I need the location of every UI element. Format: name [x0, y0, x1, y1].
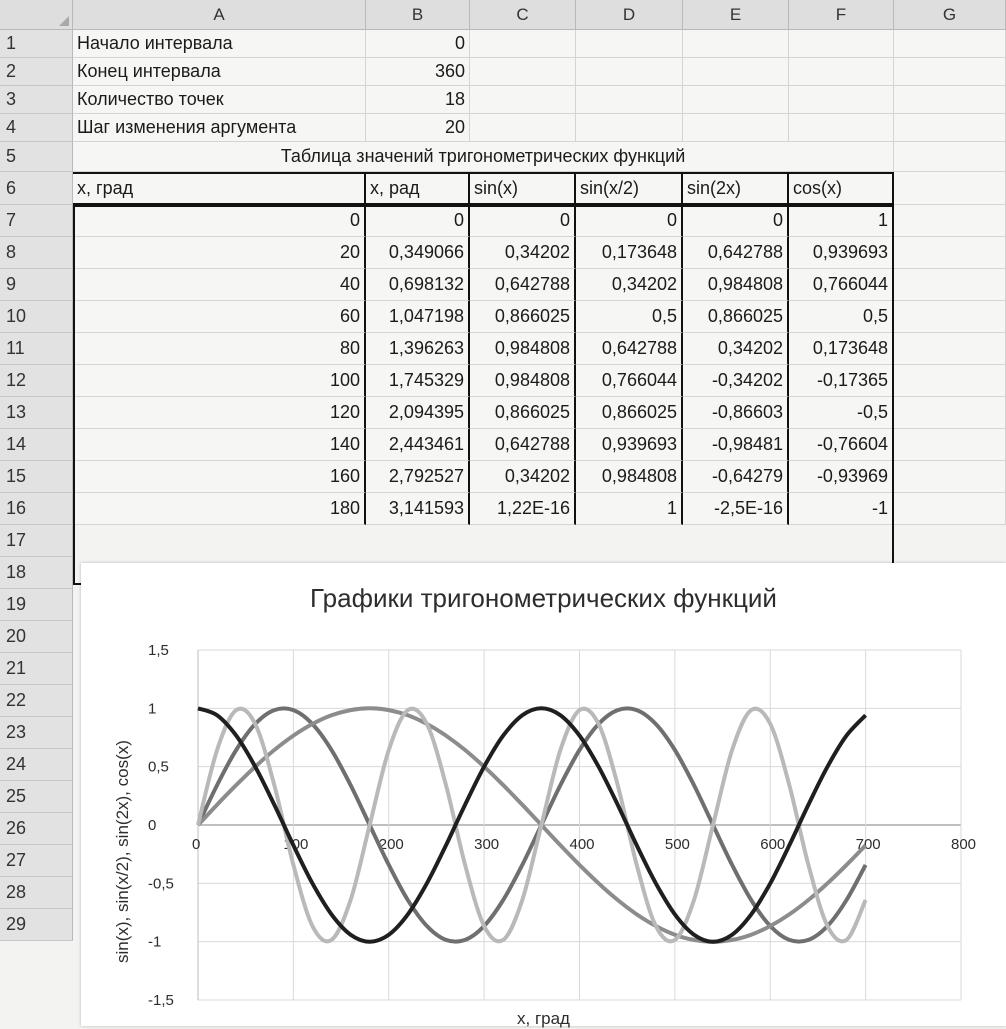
table-cell[interactable]: -0,76604 [789, 429, 894, 461]
table-cell[interactable]: 0,34202 [470, 237, 576, 269]
table-cell[interactable]: 0,642788 [470, 429, 576, 461]
y-tick-label: 1 [148, 700, 157, 718]
empty-cell[interactable] [789, 114, 894, 142]
empty-cell[interactable] [683, 58, 789, 86]
table-cell[interactable]: 1,22E-16 [470, 493, 576, 525]
empty-cell[interactable] [683, 30, 789, 58]
empty-cell[interactable] [894, 493, 1006, 525]
table-title[interactable]: Таблица значений тригонометрических функций [73, 142, 894, 172]
empty-cell[interactable] [470, 58, 576, 86]
row-header[interactable]: 5 [0, 142, 73, 172]
row-header[interactable]: 4 [0, 114, 73, 142]
table-cell[interactable]: 1,745329 [366, 365, 470, 397]
table-cell[interactable]: 0,5 [576, 301, 683, 333]
table-cell[interactable]: 0 [683, 205, 789, 237]
table-cell[interactable]: 0,866025 [576, 397, 683, 429]
table-cell[interactable]: 2,094395 [366, 397, 470, 429]
table-cell[interactable]: 120 [73, 397, 366, 429]
column-header-c[interactable]: C [470, 0, 576, 30]
param-value[interactable]: 20 [366, 114, 470, 142]
empty-cell[interactable] [683, 86, 789, 114]
table-cell[interactable]: 1,396263 [366, 333, 470, 365]
row-header[interactable]: 25 [0, 781, 73, 813]
empty-cell[interactable] [894, 205, 1006, 237]
column-header-d[interactable]: D [576, 0, 683, 30]
row-header[interactable]: 24 [0, 749, 73, 781]
row-header[interactable]: 20 [0, 621, 73, 653]
table-cell[interactable]: 1,047198 [366, 301, 470, 333]
table-cell[interactable]: 0 [73, 205, 366, 237]
empty-cell[interactable] [576, 86, 683, 114]
table-cell[interactable]: -0,34202 [683, 365, 789, 397]
empty-cell[interactable] [894, 30, 1006, 58]
row-header[interactable]: 27 [0, 845, 73, 877]
y-tick-label: 0,5 [148, 758, 169, 776]
table-cell[interactable]: -0,93969 [789, 461, 894, 493]
table-header-cell[interactable]: sin(2x) [683, 172, 789, 205]
table-cell[interactable]: 0,984808 [470, 365, 576, 397]
table-cell[interactable]: 80 [73, 333, 366, 365]
row-header[interactable]: 29 [0, 909, 73, 941]
row-header[interactable]: 16 [0, 493, 73, 525]
table-cell[interactable]: -0,5 [789, 397, 894, 429]
x-tick-label: 200 [378, 836, 404, 853]
empty-cell[interactable] [470, 114, 576, 142]
x-tick-label: 300 [474, 836, 500, 853]
chart-plot [81, 563, 1006, 1026]
table-cell[interactable]: 0,866025 [683, 301, 789, 333]
column-header-e[interactable]: E [683, 0, 789, 30]
empty-cell[interactable] [894, 397, 1006, 429]
empty-cell[interactable] [894, 58, 1006, 86]
row-header[interactable]: 21 [0, 653, 73, 685]
table-header-cell[interactable]: sin(x/2) [576, 172, 683, 205]
table-cell[interactable]: 40 [73, 269, 366, 301]
x-tick-label: 800 [951, 836, 977, 853]
row-header[interactable]: 9 [0, 269, 73, 301]
row-header[interactable]: 3 [0, 86, 73, 114]
row-header[interactable]: 7 [0, 205, 73, 237]
empty-cell[interactable] [470, 30, 576, 58]
table-cell[interactable]: 0,34202 [683, 333, 789, 365]
empty-cell[interactable] [894, 333, 1006, 365]
table-cell[interactable]: -0,86603 [683, 397, 789, 429]
empty-cell[interactable] [576, 58, 683, 86]
empty-cell[interactable] [894, 86, 1006, 114]
table-cell[interactable]: 160 [73, 461, 366, 493]
param-value[interactable]: 0 [366, 30, 470, 58]
table-cell[interactable]: 0,766044 [576, 365, 683, 397]
table-cell[interactable]: 0 [470, 205, 576, 237]
empty-cell[interactable] [683, 114, 789, 142]
table-cell[interactable]: 2,443461 [366, 429, 470, 461]
table-cell[interactable]: 1 [576, 493, 683, 525]
x-tick-label: 100 [283, 836, 309, 853]
table-cell[interactable]: 0,866025 [470, 301, 576, 333]
table-cell[interactable]: 0,642788 [470, 269, 576, 301]
empty-cell[interactable] [470, 86, 576, 114]
param-value[interactable]: 360 [366, 58, 470, 86]
empty-cell[interactable] [576, 114, 683, 142]
table-cell[interactable]: 0,349066 [366, 237, 470, 269]
row-header[interactable]: 8 [0, 237, 73, 269]
empty-cell[interactable] [894, 142, 1006, 172]
row-header[interactable]: 15 [0, 461, 73, 493]
table-cell[interactable]: 0,939693 [789, 237, 894, 269]
table-cell[interactable]: 0,34202 [470, 461, 576, 493]
column-header-f[interactable]: F [789, 0, 894, 30]
column-header-a[interactable]: A [73, 0, 366, 30]
table-cell[interactable]: -1 [789, 493, 894, 525]
param-label[interactable]: Шаг изменения аргумента [73, 114, 366, 142]
table-cell[interactable]: 180 [73, 493, 366, 525]
row-header[interactable]: 14 [0, 429, 73, 461]
table-cell[interactable]: -0,98481 [683, 429, 789, 461]
table-cell[interactable]: 0,984808 [470, 333, 576, 365]
x-tick-label: 0 [192, 836, 201, 853]
x-axis-label: x, град [517, 1009, 570, 1028]
table-cell[interactable]: 0,984808 [576, 461, 683, 493]
row-header[interactable]: 11 [0, 333, 73, 365]
empty-cell[interactable] [894, 429, 1006, 461]
table-header-cell[interactable]: x, град [73, 172, 366, 205]
table-cell[interactable]: 2,792527 [366, 461, 470, 493]
row-header[interactable]: 26 [0, 813, 73, 845]
column-header-b[interactable]: B [366, 0, 470, 30]
table-cell[interactable]: 0,939693 [576, 429, 683, 461]
table-cell[interactable]: 0,34202 [576, 269, 683, 301]
row-header[interactable]: 22 [0, 685, 73, 717]
table-cell[interactable]: -2,5E-16 [683, 493, 789, 525]
row-header[interactable]: 19 [0, 589, 73, 621]
row-header[interactable]: 18 [0, 557, 73, 589]
row-header[interactable]: 10 [0, 301, 73, 333]
table-header-cell[interactable]: sin(x) [470, 172, 576, 205]
y-tick-label: -0,5 [148, 875, 174, 893]
table-header-cell[interactable]: cos(x) [789, 172, 894, 205]
table-header-cell[interactable]: x, рад [366, 172, 470, 205]
row-header[interactable]: 6 [0, 172, 73, 205]
x-tick-label: 700 [855, 836, 881, 853]
empty-cell[interactable] [894, 461, 1006, 493]
table-cell[interactable]: -0,64279 [683, 461, 789, 493]
row-header[interactable]: 13 [0, 397, 73, 429]
param-label[interactable]: Конец интервала [73, 58, 366, 86]
row-header[interactable]: 28 [0, 877, 73, 909]
empty-cell[interactable] [789, 30, 894, 58]
table-cell[interactable]: 0,173648 [576, 237, 683, 269]
y-tick-label: 1,5 [148, 642, 169, 659]
row-header[interactable]: 1 [0, 30, 73, 58]
y-tick-label: -1,5 [148, 992, 174, 1009]
table-cell[interactable]: 0,766044 [789, 269, 894, 301]
table-cell[interactable]: 0,642788 [683, 237, 789, 269]
param-label[interactable]: Количество точек [73, 86, 366, 114]
chart[interactable] [81, 563, 1006, 1026]
table-cell[interactable]: 0 [576, 205, 683, 237]
y-axis-label: sin(x), sin(x/2), sin(2x), cos(x) [113, 740, 132, 963]
x-tick-label: 400 [569, 836, 595, 853]
row-header[interactable]: 2 [0, 58, 73, 86]
param-value[interactable]: 18 [366, 86, 470, 114]
empty-cell[interactable] [789, 86, 894, 114]
empty-cell[interactable] [576, 30, 683, 58]
row-header[interactable]: 17 [0, 525, 73, 557]
x-tick-label: 500 [664, 836, 690, 853]
table-cell[interactable]: 60 [73, 301, 366, 333]
row-header[interactable]: 12 [0, 365, 73, 397]
table-cell[interactable]: 0 [366, 205, 470, 237]
empty-cell[interactable] [894, 114, 1006, 142]
param-label[interactable]: Начало интервала [73, 30, 366, 58]
table-cell[interactable]: 3,141593 [366, 493, 470, 525]
chart-title: Графики тригонометрических функций [310, 583, 777, 613]
table-cell[interactable]: 20 [73, 237, 366, 269]
table-cell[interactable]: 100 [73, 365, 366, 397]
empty-cell[interactable] [894, 172, 1006, 205]
row-header[interactable]: 23 [0, 717, 73, 749]
x-tick-label: 600 [760, 836, 786, 853]
column-header-g[interactable]: G [894, 0, 1006, 30]
y-tick-label: -1 [148, 933, 162, 951]
table-cell[interactable]: 0,698132 [366, 269, 470, 301]
y-tick-label: 0 [148, 817, 157, 834]
empty-cell[interactable] [894, 269, 1006, 301]
table-cell[interactable]: 0,866025 [470, 397, 576, 429]
table-cell[interactable]: -0,17365 [789, 365, 894, 397]
table-cell[interactable]: 1 [789, 205, 894, 237]
table-cell[interactable]: 0,984808 [683, 269, 789, 301]
empty-cell[interactable] [789, 58, 894, 86]
empty-cell[interactable] [894, 301, 1006, 333]
empty-cell[interactable] [894, 237, 1006, 269]
empty-cell[interactable] [894, 365, 1006, 397]
table-cell[interactable]: 0,173648 [789, 333, 894, 365]
select-all-corner[interactable] [0, 0, 73, 30]
table-cell[interactable]: 140 [73, 429, 366, 461]
table-cell[interactable]: 0,5 [789, 301, 894, 333]
table-cell[interactable]: 0,642788 [576, 333, 683, 365]
